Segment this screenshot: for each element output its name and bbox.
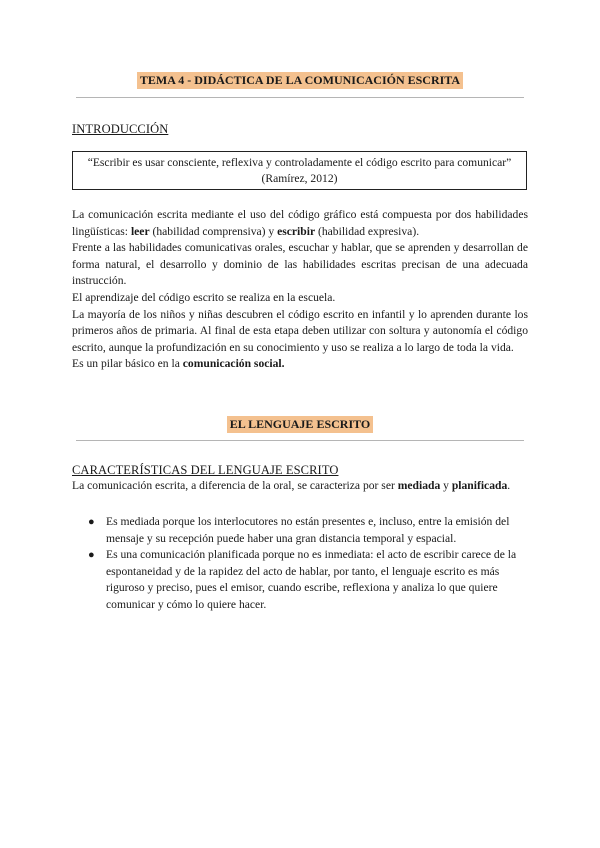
list-item <box>72 547 528 613</box>
p1-escribir: escribir <box>277 224 316 238</box>
quote-box <box>72 151 527 190</box>
quote-citation: (Ramírez, 2012) <box>261 171 338 185</box>
p1-text-a: La comunicación escrita mediante el uso del código gráfico está compuesta por dos habilidades lingüísticas: <box>72 208 528 238</box>
section2-title: EL LENGUAJE ESCRITO <box>227 416 374 433</box>
p1-text-c: (habilidad expresiva). <box>315 224 420 238</box>
section2-divider <box>76 440 524 441</box>
characteristics-list <box>72 514 528 614</box>
intro-paragraph-5 <box>72 356 528 373</box>
characteristics-heading: CARACTERÍSTICAS DEL LENGUAJE ESCRITO <box>72 463 339 477</box>
intro-paragraph-1 <box>72 207 528 240</box>
intro-paragraph-4: La mayoría de los niños y niñas descubren el código escrito en infantil y lo aprenden durante los primeros años de primaria. Al final de esta etapa deben utilizar con soltura y autonomía el código escrito, aunque la profundización en su conocimiento y uso se realiza a lo largo de toda la vida. <box>72 307 528 354</box>
bullet-icon: ● <box>88 516 95 528</box>
p1-leer: leer <box>130 224 150 238</box>
title-wrapper <box>0 71 600 89</box>
p5-text: Es un pilar básico en la <box>72 357 183 371</box>
p1-text-b: (habilidad comprensiva) y <box>149 224 278 238</box>
quote-text: “Escribir es usar consciente, reflexiva y controladamente el código escrito para comunicar” <box>87 156 512 169</box>
lead-mediada: mediada <box>397 479 441 492</box>
document-title: TEMA 4 - DIDÁCTICA DE LA COMUNICACIÓN ESCRITA <box>137 72 463 89</box>
list-item-text: Es mediada porque los interlocutores no están presentes e, incluso, entre la emisión del mensaje y su recepción puede haber una gran distancia temporal y espacial. <box>106 515 510 545</box>
list-item-text: Es una comunicación planificada porque no es inmediata: el acto de escribir carece de la espontaneidad y de la rapidez del acto de hablar, por tanto, el lenguaje escrito es más riguroso y preciso, pues el emisor, cuando escribe, reflexiona y analiza lo que quiere comunicar y cómo lo quiere hacer. <box>106 548 517 611</box>
characteristics-lead <box>72 478 528 495</box>
lead-y: y <box>440 479 452 492</box>
lead-text: La comunicación escrita, a diferencia de la oral, se caracteriza por ser <box>72 479 398 492</box>
list-item <box>72 514 528 547</box>
intro-paragraph-2: Frente a las habilidades comunicativas orales, escuchar y hablar, que se aprenden y desarrollan de forma natural, el desarrollo y dominio de las habilidades escritas precisan de una adecuada instrucción. <box>72 241 528 288</box>
title-divider <box>76 97 524 98</box>
intro-paragraph-3: El aprendizaje del código escrito se realiza en la escuela. <box>72 290 336 304</box>
lead-planificada: planificada <box>451 479 508 492</box>
lead-paragraph <box>72 478 528 495</box>
lead-end: . <box>507 479 511 492</box>
intro-body <box>72 207 528 373</box>
bullet-icon: ● <box>88 549 95 562</box>
intro-heading: INTRODUCCIÓN <box>72 122 169 136</box>
p5-bold: comunicación social. <box>182 357 285 371</box>
section2-title-wrapper <box>0 415 600 433</box>
